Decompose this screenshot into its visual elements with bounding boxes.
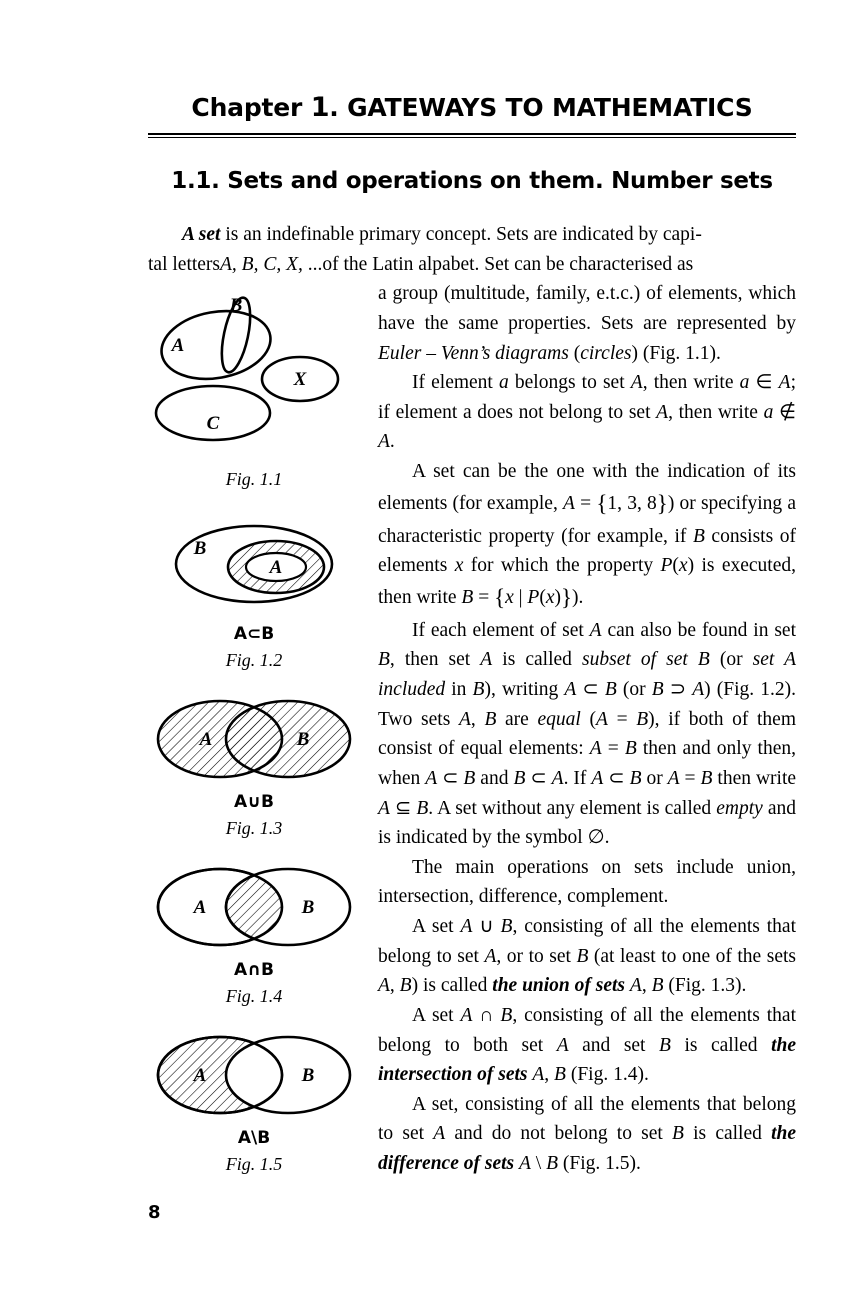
fig-1-3-label-A: A (199, 729, 213, 751)
figure-1-2 (148, 512, 360, 671)
fig-1-4-label-B: B (301, 897, 315, 919)
paragraph-1-part-c: tal letters (148, 253, 221, 275)
fig-1-2-label: A⊂B (233, 624, 275, 645)
fig-1-2-caption: Fig. 1.2 (225, 650, 283, 671)
fig-1-5-label-A: A (193, 1065, 207, 1087)
paragraph-2-emphasis: Euler – Venn’s diagrams (378, 342, 569, 364)
fig-1-5-label-B: B (301, 1065, 315, 1087)
fig-1-3-label-B: B (296, 729, 310, 751)
paragraph-7: A set A ∪ B, consisting of all the elements that belong to set A, or to set B (at least to one of the sets A, B) is called the union of sets A, B (Fig. 1.3). (378, 916, 796, 997)
fig-1-1-label-C: C (206, 413, 220, 435)
fig-1-4-caption: Fig. 1.4 (225, 986, 283, 1007)
chapter-title: . GATEWAYS TO MATHEMATICS (329, 93, 753, 122)
section-heading: 1.1. Sets and operations on them. Number sets (171, 168, 773, 194)
paragraph-1-part-b: is an indefinable primary concept. Sets are indicated by capi- (220, 224, 702, 245)
chapter-heading (148, 92, 796, 131)
paragraph-6: The main operations on sets include union, intersection, difference, complement. (378, 856, 796, 908)
fig-1-1-label-A: A (171, 335, 185, 357)
figure-1-4 (148, 861, 360, 1007)
fig-1-4-label: A∩B (234, 960, 274, 981)
fig-1-3-label: A∪B (234, 792, 274, 813)
paragraph-1-part-d: ...of the Latin alpabet. Set can be characterised as (307, 253, 694, 275)
paragraph-1 (148, 220, 796, 279)
paragraph-9: A set, consisting of all the elements that belong to set A and do not belong to set B is called the difference of sets A \ B (Fig. 1.5). (378, 1093, 796, 1175)
heading-divider (148, 133, 796, 138)
fig-1-2-diagram (148, 512, 360, 617)
intro-paragraph (148, 220, 796, 279)
page-number: 8 (148, 1202, 161, 1223)
paragraph-4: A set can be the one with the indication of its elements (for example, A = {1, 3, 8}) or specifying a characteristic property (for example, if B consists of elements x for which the property P(x) is executed, then write B = {x | P(x)}). (378, 461, 797, 610)
fig-1-3-diagram (148, 693, 360, 785)
chapter-number: 1 (310, 92, 330, 123)
figure-1-5 (148, 1029, 360, 1175)
figure-column (148, 283, 360, 1197)
paragraph-2-text: a group (multitude, family, e.t.c.) of elements, which have the same properties. Sets are represented by (378, 283, 796, 334)
fig-1-1-label-X: X (293, 369, 307, 391)
paragraph-5: If each element of set A can also be found in set B, then set A is called subset of set B (or set A included in B), writing A ⊂ B (or B ⊃ A) (Fig. 1.2). Two sets A, B are equal (A = B), if both of them consist of equal elements: A = B then and only then, when A ⊂ B and B ⊂ A. If A ⊂ B or A = B then write A ⊆ B. A set without any element is called empty and is indicated by the symbol ∅. (378, 619, 797, 849)
fig-1-2-label-A: A (269, 557, 283, 579)
figure-1-1 (148, 283, 360, 490)
fig-1-2-label-B: B (193, 538, 207, 560)
term-a-set: A set (182, 224, 221, 245)
figure-1-3 (148, 693, 360, 839)
fig-1-5-caption: Fig. 1.5 (225, 1154, 283, 1175)
fig-1-4-label-A: A (193, 897, 207, 919)
fig-1-3-caption: Fig. 1.3 (225, 818, 283, 839)
page-content (148, 92, 796, 1197)
paragraph-3: If element a belongs to set A, then write a ∈ A; if element a does not belong to set A, then write a ∉ A. (378, 372, 796, 453)
paragraph-1-letters: A, B, C, X, (220, 253, 308, 275)
fig-1-1-caption: Fig. 1.1 (225, 469, 283, 490)
chapter-word: Chapter (191, 93, 303, 122)
fig-1-1-label-B: B (229, 295, 243, 317)
paragraph-2-end: (circles) (Fig. 1.1). (568, 342, 721, 364)
fig-1-1-diagram (148, 283, 360, 458)
fig-1-5-label: A\B (237, 1128, 271, 1149)
paragraph-8: A set A ∩ B, consisting of all the elements that belong to both set A and set B is called the intersection of sets A, B (Fig. 1.4). (378, 1004, 796, 1086)
fig-1-5-diagram (148, 1029, 360, 1121)
fig-1-4-diagram (148, 861, 360, 953)
